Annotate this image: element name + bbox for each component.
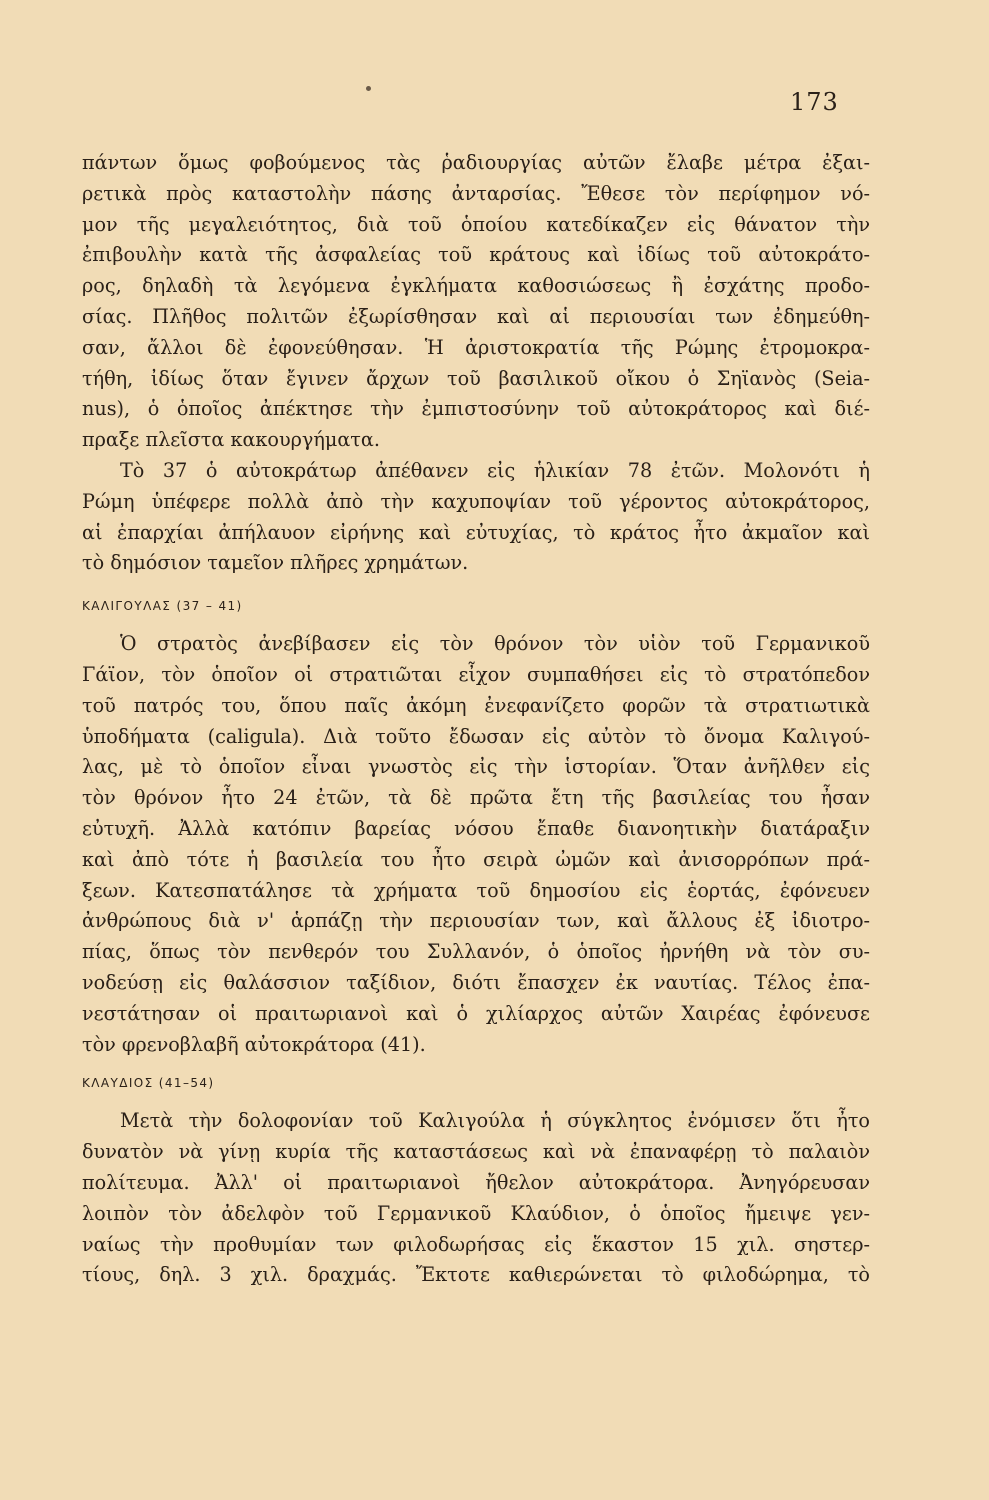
text-line: μον τῆς μεγαλειότητος, διὰ τοῦ ὁποίου κατεδίκαζεν εἰς θάνατον τὴν bbox=[82, 212, 870, 236]
text-line: νοδεύσῃ εἰς θαλάσσιον ταξίδιον, διότι ἔπασχεν ἐκ ναυτίας. Τέλος ἐπα- bbox=[82, 970, 870, 994]
text-line: δυνατὸν νὰ γίνῃ κυρία τῆς καταστάσεως καὶ νὰ ἐπαναφέρῃ τὸ παλαιὸν bbox=[82, 1140, 870, 1164]
text-line: ἀνθρώπους διὰ ν' ἁρπάζῃ τὴν περιουσίαν των, καὶ ἄλλους ἐξ ἰδιοτρο- bbox=[82, 909, 870, 933]
text-line: ξεων. Κατεσπατάλησε τὰ χρήματα τοῦ δημοσίου εἰς ἑορτάς, ἐφόνευεν bbox=[82, 878, 870, 902]
text-line: nus), ὁ ὁποῖος ἀπέκτησε τὴν ἐμπιστοσύνην τοῦ αὐτοκράτορος καὶ διέ- bbox=[82, 397, 870, 421]
ink-dot bbox=[366, 86, 371, 91]
text-line: καὶ ἀπὸ τότε ἡ βασιλεία του ἦτο σειρὰ ὠμῶν καὶ ἀνισορρόπων πρά- bbox=[82, 847, 870, 871]
text-line: Ρώμη ὑπέφερε πολλὰ ἀπὸ τὴν καχυποψίαν τοῦ γέροντος αὐτοκράτορος, bbox=[82, 489, 870, 513]
text-line: Γάϊον, τὸν ὁποῖον οἱ στρατιῶται εἶχον συμπαθήσει εἰς τὸ στρατόπεδον bbox=[82, 662, 870, 686]
text-line: εὐτυχῆ. Ἀλλὰ κατόπιν βαρείας νόσου ἔπαθε διανοητικὴν διατάραξιν bbox=[82, 816, 870, 840]
heading-caligula: ΚΑΛΙΓΟΥΛΑΣ (37 – 41) bbox=[82, 599, 243, 614]
text-line: ἐπιβουλὴν κατὰ τῆς ἀσφαλείας τοῦ κράτους καὶ ἰδίως τοῦ αὐτοκράτο- bbox=[82, 243, 870, 267]
text-line: τὸν φρενοβλαβῆ αὐτοκράτορα (41). bbox=[82, 1032, 426, 1056]
text-line: τὸ δημόσιον ταμεῖον πλῆρες χρημάτων. bbox=[82, 551, 469, 575]
paragraph-tiberius-measures bbox=[82, 148, 870, 456]
text-line: τοῦ πατρός του, ὅπου παῖς ἀκόμη ἐνεφανίζετο φορῶν τὰ στρατιωτικὰ bbox=[82, 693, 870, 717]
text-line: τὸν θρόνον ἦτο 24 ἐτῶν, τὰ δὲ πρῶτα ἔτη τῆς βασιλείας του ἦσαν bbox=[82, 786, 870, 810]
text-line: σαν, ἄλλοι δὲ ἐφονεύθησαν. Ἡ ἀριστοκρατία τῆς Ρώμης ἐτρομοκρα- bbox=[82, 335, 870, 359]
text-line: λοιπὸν τὸν ἀδελφὸν τοῦ Γερμανικοῦ Κλαύδιον, ὁ ὁποῖος ἤμειψε γεν- bbox=[82, 1201, 870, 1225]
text-line: νεστάτησαν οἱ πραιτωριανοὶ καὶ ὁ χιλίαρχος αὐτῶν Χαιρέας ἐφόνευσε bbox=[82, 1001, 870, 1025]
text-line: αἱ ἐπαρχίαι ἀπήλαυον εἰρήνης καὶ εὐτυχίας, τὸ κράτος ἦτο ἀκμαῖον καὶ bbox=[82, 520, 870, 544]
text-line: λας, μὲ τὸ ὁποῖον εἶναι γνωστὸς εἰς τὴν ἱστορίαν. Ὅταν ἀνῆλθεν εἰς bbox=[82, 755, 870, 779]
text-line: σίας. Πλῆθος πολιτῶν ἐξωρίσθησαν καὶ αἱ περιουσίαι των ἐδημεύθη- bbox=[82, 304, 870, 328]
paragraph-claudius bbox=[82, 1106, 870, 1291]
paragraph-caligula bbox=[82, 629, 870, 1060]
text-line: ρος, δηλαδὴ τὰ λεγόμενα ἐγκλήματα καθοσιώσεως ἢ ἐσχάτης προδο- bbox=[82, 274, 870, 298]
text-line: ναίως τὴν προθυμίαν των φιλοδωρήσας εἰς ἕκαστον 15 χιλ. σηστερ- bbox=[82, 1232, 870, 1256]
text-line: Μετὰ τὴν δολοφονίαν τοῦ Καλιγούλα ἡ σύγκλητος ἐνόμισεν ὅτι ἦτο bbox=[120, 1109, 870, 1133]
page-body bbox=[82, 148, 870, 1291]
paragraph-tiberius-death bbox=[82, 456, 870, 579]
text-line: τήθη, ἰδίως ὅταν ἔγινεν ἄρχων τοῦ βασιλικοῦ οἴκου ὁ Σηϊανὸς (Seia- bbox=[82, 366, 870, 390]
text-line: ρετικὰ πρὸς καταστολὴν πάσης ἀνταρσίας. Ἔθεσε τὸν περίφημον νό- bbox=[82, 181, 870, 205]
text-line: πάντων ὅμως φοβούμενος τὰς ῥαδιουργίας αὐτῶν ἔλαβε μέτρα ἐξαι- bbox=[82, 151, 870, 174]
heading-claudius: ΚΛΑΥΔΙΟΣ (41–54) bbox=[82, 1076, 215, 1091]
text-line: πραξε πλεῖστα κακουργήματα. bbox=[82, 428, 380, 452]
text-line: ὑποδήματα (caligula). Διὰ τοῦτο ἔδωσαν εἰς αὐτὸν τὸ ὄνομα Καλιγού- bbox=[82, 724, 870, 748]
text-line: τίους, δηλ. 3 χιλ. δραχμάς. Ἔκτοτε καθιερώνεται τὸ φιλοδώρημα, τὸ bbox=[82, 1263, 870, 1287]
text-line: Ὁ στρατὸς ἀνεβίβασεν εἰς τὸν θρόνον τὸν υἱὸν τοῦ Γερμανικοῦ bbox=[120, 632, 870, 656]
page-number: 173 bbox=[790, 88, 839, 116]
text-line: πίας, ὅπως τὸν πενθερόν του Συλλανόν, ὁ ὁποῖος ἠρνήθη νὰ τὸν συ- bbox=[82, 940, 870, 964]
text-line: Τὸ 37 ὁ αὐτοκράτωρ ἀπέθανεν εἰς ἡλικίαν 78 ἐτῶν. Μολονότι ἡ bbox=[120, 458, 870, 482]
text-line: πολίτευμα. Ἀλλ' οἱ πραιτωριανοὶ ἤθελον αὐτοκράτορα. Ἀνηγόρευσαν bbox=[82, 1170, 870, 1194]
